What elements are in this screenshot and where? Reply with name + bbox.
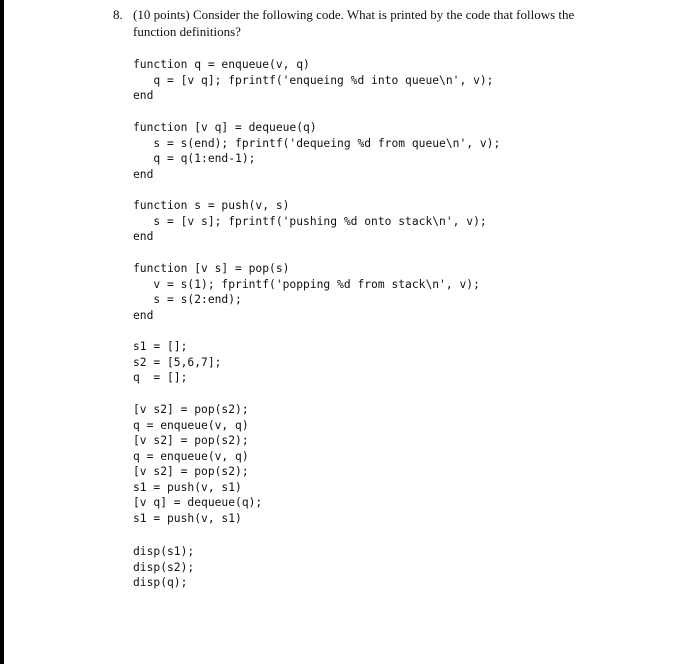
code-line: [v q] = dequeue(q); [133,496,263,509]
code-line: s1 = push(v, s1) [133,480,242,494]
code-line: [v s2] = pop(s2); [133,434,249,447]
code-line: end [133,89,154,102]
code-line: s2 = [5,6,7]; [133,355,222,369]
question-prompt-line-2: function definitions? [133,24,241,39]
code-line: q = enqueue(v, q) [133,418,249,432]
code-line: q = []; [133,371,188,384]
dequeue-function-block [133,120,500,182]
initialization-block [133,339,221,386]
question-number: 8. [113,7,123,22]
code-line: q = [v q]; fprintf('enqueing %d into queue\n', v); [133,73,494,87]
code-line: q = q(1:end-1); [133,152,256,165]
code-line: v = s(1); fprintf('popping %d from stack\n', v); [133,277,480,291]
code-line: s = s(end); fprintf('dequeing %d from queue\n', v); [133,136,501,150]
code-line: s1 = push(v, s1) [133,511,242,525]
code-line: end [133,308,154,322]
code-line: function [v s] = pop(s) [133,262,290,275]
push-function-block [133,198,487,245]
question-text [113,6,663,40]
operations-block [133,402,262,526]
code-line: disp(s1); [133,545,195,558]
code-line: end [133,230,154,243]
code-line: end [133,167,154,181]
question-prompt-line-1: (10 points) Consider the following code. What is printed by the code that follows the [133,7,575,22]
display-block [133,544,194,591]
code-line: s1 = []; [133,340,188,353]
enqueue-function-block [133,57,493,104]
code-line: q = enqueue(v, q) [133,449,249,463]
code-line: s = [v s]; fprintf('pushing %d onto stack\n', v); [133,214,487,228]
code-line: disp(s2); [133,560,195,574]
question-line-1 [113,6,663,23]
code-line: [v s2] = pop(s2); [133,465,249,478]
code-line: disp(q); [133,576,188,589]
pop-function-block [133,261,480,323]
code-line: function [v q] = dequeue(q) [133,121,317,134]
left-edge-bar [0,0,4,664]
code-line: [v s2] = pop(s2); [133,403,249,416]
code-line: function q = enqueue(v, q) [133,58,310,71]
code-line: function s = push(v, s) [133,199,290,212]
code-line: s = s(2:end); [133,293,242,306]
